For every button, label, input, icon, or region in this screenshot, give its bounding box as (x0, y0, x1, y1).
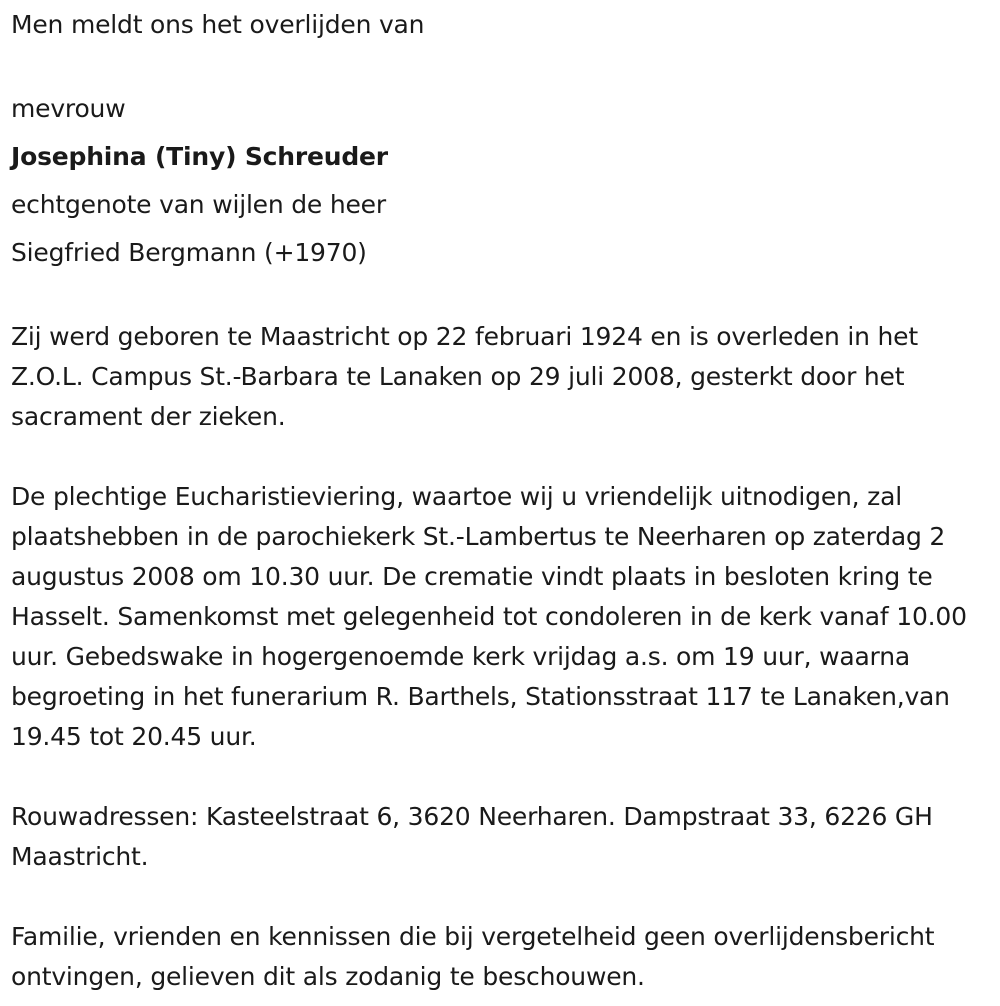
birth-death-paragraph: Zij werd geboren te Maastricht op 22 februari 1924 en is overleden in het Z.O.L. Campus St.-Barbara te Lanaken op 29 juli 2008, gesterkt door het sacrament der zieken. (11, 322, 918, 431)
ceremony-paragraph: De plechtige Eucharistieviering, waartoe wij u vriendelijk uitnodigen, zal plaatshebben in de parochiekerk St.-Lambertus te Neerharen op zaterdag 2 augustus 2008 om 10.30 uur. De crematie vindt plaats in besloten kring te Hasselt. Samenkomst met gelegenheid tot condoleren in de kerk vanaf 10.00 uur. Gebedswake in hogergenoemde kerk vrijdag a.s. om 19 uur, waarna begroeting in het funerarium R. Barthels, Stationsstraat 117 te Lanaken,van 19.45 tot 20.45 uur. (11, 482, 967, 751)
closing-paragraph: Familie, vrienden en kennissen die bij vergetelheid geen overlijdensbericht ontvingen, gelieven dit als zodanig te beschouwen. (11, 922, 935, 991)
spouse-line: Siegfried Bergmann (+1970) (11, 238, 367, 267)
intro-line: Men meldt ons het overlijden van (11, 10, 425, 39)
addresses-paragraph: Rouwadressen: Kasteelstraat 6, 3620 Neerharen. Dampstraat 33, 6226 GH Maastricht. (11, 802, 933, 871)
death-notice (11, 0, 996, 997)
relation-line: echtgenote van wijlen de heer (11, 190, 386, 219)
deceased-name: Josephina (Tiny) Schreuder (11, 142, 388, 171)
salutation: mevrouw (11, 94, 126, 123)
